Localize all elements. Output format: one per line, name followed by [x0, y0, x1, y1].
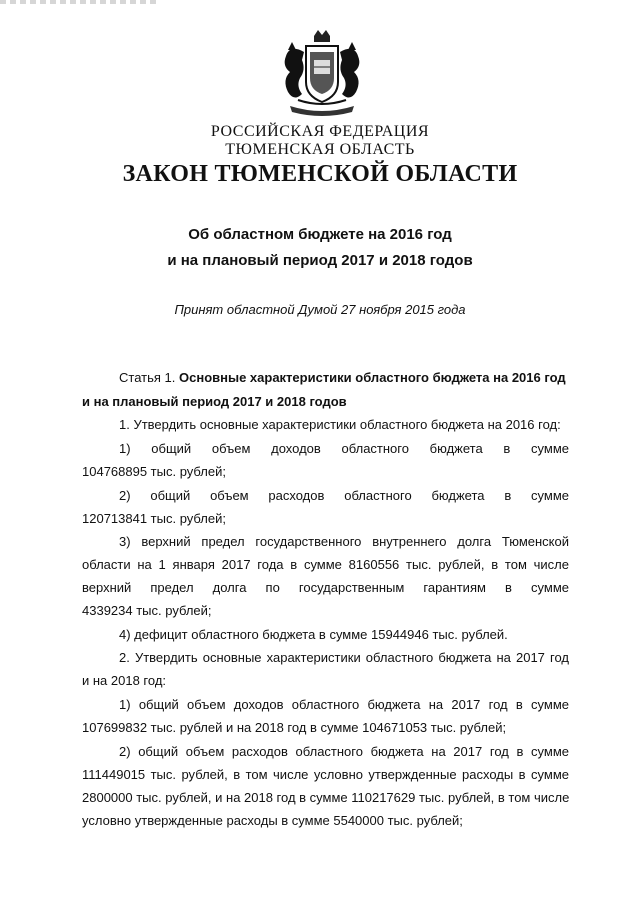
accepted-date: Принят областной Думой 27 ноября 2015 года [174, 302, 466, 317]
document-title-line1: Об областном бюджете на 2016 год [188, 226, 452, 243]
law-title: ЗАКОН ТЮМЕНСКОЙ ОБЛАСТИ [122, 161, 518, 187]
text-line: 2) общий объем расходов областного бюджета в сумме [119, 488, 569, 503]
text-line: 2) общий объем расходов областного бюджета на 2017 год в сумме [119, 744, 569, 759]
text-line: области на 1 января 2017 года в сумме 8160556 тыс. рублей, в том числе [82, 557, 569, 572]
text-line: 1) общий объем доходов областного бюджета на 2017 год в сумме [119, 697, 569, 712]
text-line: 1. Утвердить основные характеристики областного бюджета на 2016 год: [119, 417, 561, 432]
text-line: 4) дефицит областного бюджета в сумме 15944946 тыс. рублей. [119, 627, 508, 642]
text-line: 2800000 тыс. рублей, и на 2018 год в сумме 110217629 тыс. рублей, в том числе [82, 790, 570, 805]
country-heading: РОССИЙСКАЯ ФЕДЕРАЦИЯ [210, 123, 430, 140]
text-line: 107699832 тыс. рублей и на 2018 год в сумме 104671053 тыс. рублей; [82, 720, 507, 735]
text-line: верхний предел долга по государственным гарантиям в сумме [82, 580, 569, 595]
text-line: и на 2018 год: [82, 673, 167, 688]
article-label: Статья 1. [119, 370, 176, 385]
coat-of-arms-icon [276, 30, 368, 118]
text-line: 3) верхний предел государственного внутреннего долга Тюменской [119, 534, 569, 549]
article-heading-line2: и на плановый период 2017 и 2018 годов [82, 394, 347, 409]
document-title-line2: и на плановый период 2017 и 2018 годов [167, 252, 473, 269]
text-line: условно утвержденные расходы в сумме 5540000 тыс. рублей; [82, 813, 463, 828]
article-heading-cont [82, 394, 347, 410]
scan-artifact [0, 0, 160, 4]
text-line: 111449015 тыс. рублей, в том числе условно утвержденные расходы в сумме [82, 767, 569, 782]
text-line: 104768895 тыс. рублей; [82, 464, 226, 479]
article-heading [119, 370, 566, 386]
text-line: 120713841 тыс. рублей; [82, 511, 226, 526]
text-line: 2. Утвердить основные характеристики областного бюджета на 2017 год [119, 650, 569, 665]
region-heading: ТЮМЕНСКАЯ ОБЛАСТЬ [225, 141, 415, 158]
text-line: 1) общий объем доходов областного бюджета в сумме [119, 441, 569, 456]
article-heading-line1: Основные характеристики областного бюджета на 2016 год [179, 370, 566, 385]
text-line: 4339234 тыс. рублей; [82, 603, 212, 618]
